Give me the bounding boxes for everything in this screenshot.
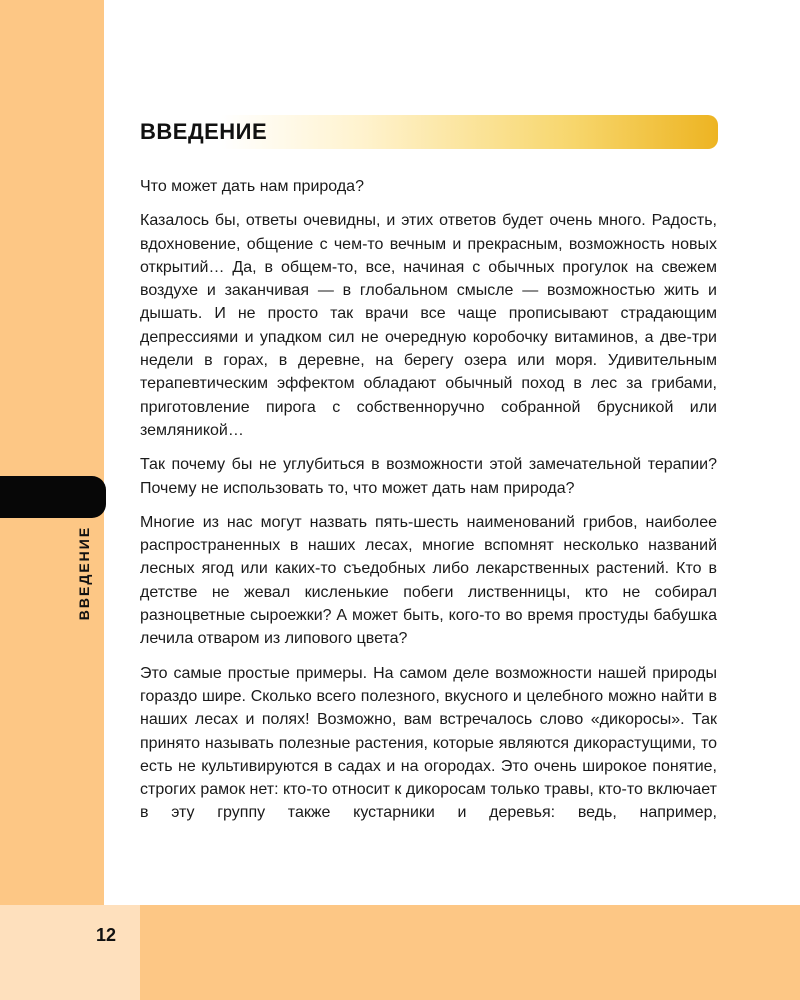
chapter-side-tab [0,476,106,518]
paragraph: Казалось бы, ответы очевидны, и этих ответов будет очень много. Радость, вдохновение, общение с чем-то вечным и прекрасным, возможность новых открытий… Да, в общем-то, все, начиная с обычных прогулок на свежем воздухе и заканчивая — в глобальном смысле — возможностью жить и дышать. И не просто так врачи все чаще прописывают страдающим депрессиями и упадком сил не очередную коробочку витаминов, а две-три недели в горах, в деревне, на берегу озера или моря. Удивительным терапевтическим эффектом обладают обычный поход в лес за грибами, приготовление пирога с собственноручно собранной брусникой или земляникой… [140,212,717,439]
paragraph: Это самые простые примеры. На самом деле возможности нашей природы гораздо шире. Сколько всего полезного, вкусного и целебного можно найти в наших лесах и полях! Возможно, вам встречалось слово «дикоросы». Так принято называть полезные растения, которые являются дикорастущими, то есть не культивируются в садах и на огородах. Это очень широкое понятие, строгих рамок нет: кто-то относит к дикоросам только травы, кто-то включает в эту группу также кустарники и деревья: ведь, например, [140,664,717,822]
body-text [140,175,717,836]
page-number-box [0,905,140,1000]
section-title: ВВЕДЕНИЕ [140,119,268,144]
paragraph: Многие из нас могут назвать пять-шесть наименований грибов, наиболее распространенных в наших лесах, многие вспомнят несколько названий лесных ягод или каких-то съедобных либо лекарственных растений. Кто в детстве не жевал кисленькие побеги лиственницы, кто не собирал разноцветные сыроежки? А может быть, кого-то во время простуды бабушка лечила отваром из липового цвета? [140,513,717,648]
page-number: 12 [96,925,117,945]
paragraph: Так почему бы не углубиться в возможности этой замечательной терапии? Почему не использовать то, что может дать нам природа? [140,456,717,497]
paragraph: Что может дать нам природа? [140,178,364,195]
chapter-side-label: ВВЕДЕНИЕ [76,525,92,621]
